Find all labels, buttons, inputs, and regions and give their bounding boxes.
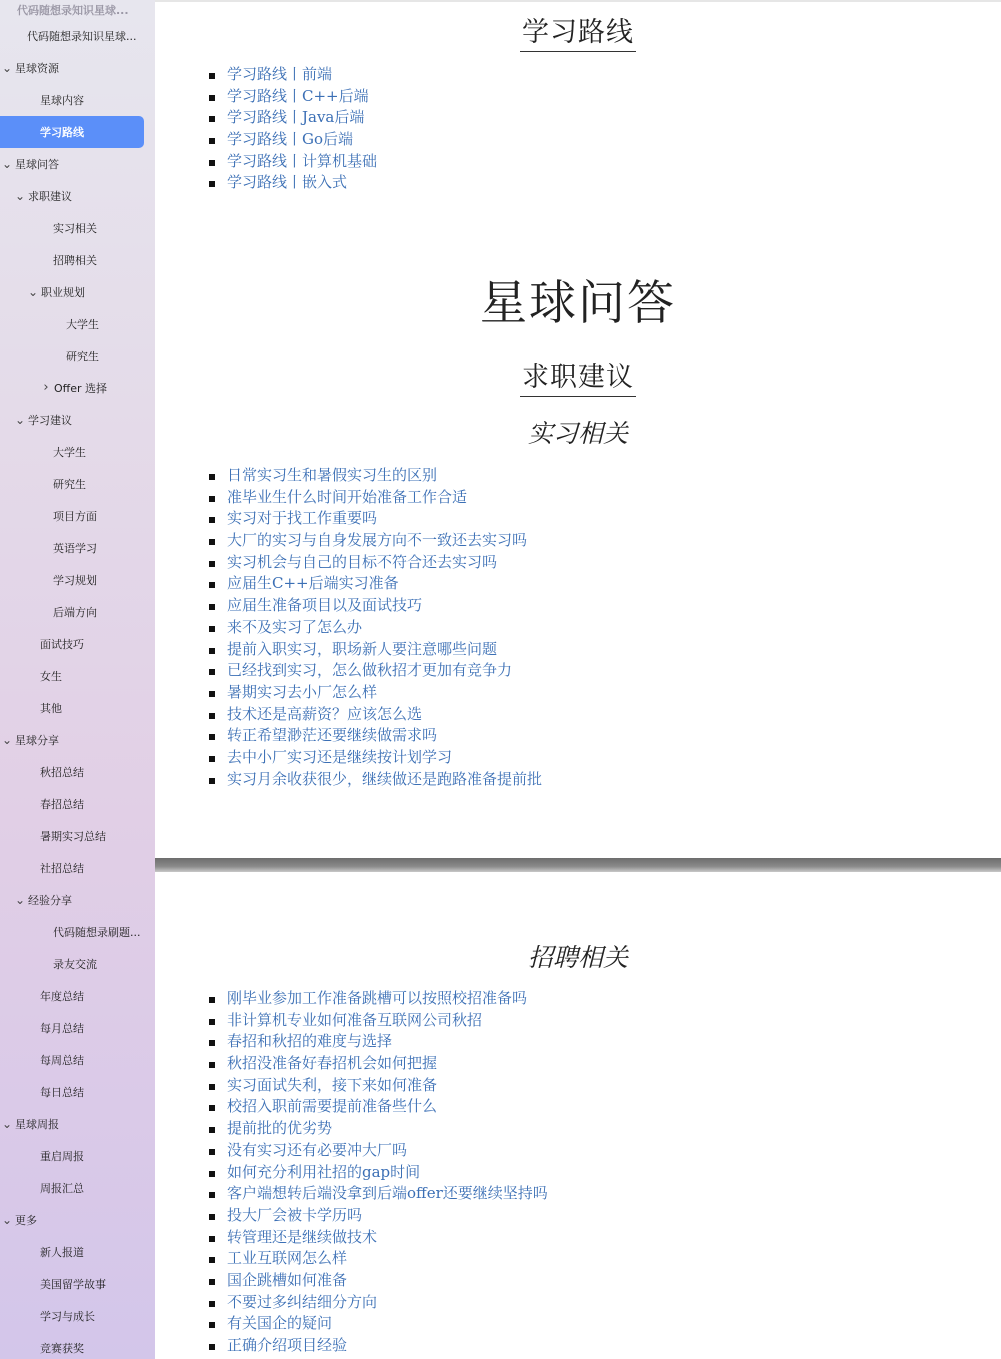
list-item [207, 530, 542, 552]
sidebar-item[interactable] [0, 340, 155, 372]
sidebar-item[interactable] [0, 1076, 155, 1108]
heading-job-advice: 求职建议 [155, 355, 1001, 397]
sidebar-item[interactable] [0, 308, 155, 340]
sidebar-item-label: 学习建议 [28, 414, 72, 427]
sidebar-item-label: 求职建议 [28, 190, 72, 203]
list-item [207, 682, 542, 704]
sidebar-item-label: 星球分享 [15, 734, 59, 747]
list-item [207, 508, 542, 530]
sidebar-item-label: 大学生 [66, 318, 99, 331]
sidebar-item[interactable] [0, 468, 155, 500]
heading-recruitment: 招聘相关 [527, 943, 628, 972]
heading-qa: 星球问答 [480, 276, 676, 331]
sidebar-item-label: 年度总结 [40, 990, 84, 1003]
route-link[interactable]: 学习路线丨Go后端 [227, 130, 354, 149]
sidebar-item[interactable] [0, 404, 155, 436]
sidebar-item-label: 更多 [15, 1214, 37, 1227]
sidebar-item-label: 星球资源 [15, 62, 59, 75]
internship-link-list [207, 465, 542, 790]
sidebar-item-label: 学习路线 [40, 126, 84, 139]
sidebar-item[interactable] [0, 1172, 155, 1204]
sidebar-item-label: 大学生 [53, 446, 86, 459]
internship-link[interactable]: 大厂的实习与自身发展方向不一致还去实习吗 [227, 531, 528, 550]
recruitment-link[interactable]: 投大厂会被卡学历吗 [227, 1205, 363, 1224]
sidebar-item[interactable] [0, 212, 155, 244]
heading-internship: 实习相关 [527, 419, 628, 448]
document-content [155, 0, 1001, 1359]
sidebar-item[interactable] [0, 852, 155, 884]
sidebar-item-label: 暑期实习总结 [40, 830, 106, 843]
sidebar-item-label: 研究生 [53, 478, 86, 491]
list-item [207, 1205, 548, 1227]
internship-link[interactable]: 去中小厂实习还是继续按计划学习 [227, 747, 453, 766]
recruitment-link[interactable]: 如何充分利用社招的gap时间 [227, 1162, 421, 1181]
sidebar-item[interactable] [0, 1332, 155, 1359]
list-item [207, 1031, 548, 1053]
list-item [207, 747, 542, 769]
sidebar-item[interactable] [0, 692, 155, 724]
list-item [207, 595, 542, 617]
sidebar [0, 0, 155, 1359]
recruitment-link[interactable]: 有关国企的疑问 [227, 1314, 333, 1333]
list-item [207, 1227, 548, 1249]
list-item [207, 1183, 548, 1205]
sidebar-item-label: 秋招总结 [40, 766, 84, 779]
sidebar-item-label: 代码随想录刷题... [53, 926, 141, 939]
sidebar-item[interactable] [0, 116, 155, 148]
list-item [207, 465, 542, 487]
sidebar-item[interactable] [0, 756, 155, 788]
recruitment-link[interactable]: 春招和秋招的难度与选择 [227, 1032, 393, 1051]
list-item [207, 1292, 548, 1314]
chevron-down-icon[interactable]: ⌄ [28, 285, 39, 299]
recruitment-link[interactable]: 刚毕业参加工作准备跳槽可以按照校招准备吗 [227, 989, 528, 1007]
sidebar-item-label: 其他 [40, 702, 62, 715]
chevron-down-icon[interactable]: ⌄ [15, 893, 26, 907]
sidebar-item[interactable] [0, 660, 155, 692]
route-link[interactable]: 学习路线丨前端 [227, 65, 333, 83]
route-link[interactable]: 学习路线丨C++后端 [227, 86, 369, 105]
sidebar-item[interactable] [0, 724, 155, 756]
list-item [207, 86, 377, 108]
sidebar-item[interactable] [0, 884, 155, 916]
list-item [207, 1270, 548, 1292]
chevron-down-icon[interactable]: ⌄ [2, 1213, 13, 1227]
chevron-down-icon[interactable]: ⌄ [15, 413, 26, 427]
sidebar-item[interactable] [0, 1300, 155, 1332]
internship-link[interactable]: 准毕业生什么时间开始准备工作合适 [227, 487, 468, 506]
chevron-down-icon[interactable]: ⌄ [2, 1117, 13, 1131]
internship-link[interactable]: 来不及实习了怎么办 [227, 617, 363, 636]
sidebar-item[interactable] [0, 1236, 155, 1268]
chevron-right-icon[interactable]: › [43, 380, 49, 395]
list-item [207, 704, 542, 726]
internship-link[interactable]: 应届生准备项目以及面试技巧 [227, 596, 423, 615]
sidebar-item[interactable] [0, 500, 155, 532]
list-item [207, 617, 542, 639]
list-item [207, 64, 377, 86]
sidebar-item[interactable] [0, 1204, 155, 1236]
route-link-list [207, 64, 377, 194]
document-page-1 [155, 0, 1001, 858]
recruitment-link[interactable]: 正确介绍项目经验 [227, 1336, 348, 1354]
recruitment-link-list [207, 988, 548, 1357]
recruitment-link[interactable]: 秋招没准备好春招机会如何把握 [227, 1054, 438, 1073]
sidebar-item[interactable] [0, 916, 155, 948]
sidebar-item-label: 经验分享 [28, 894, 72, 907]
sidebar-item[interactable] [0, 532, 155, 564]
list-item [207, 172, 377, 194]
sidebar-item-label: 每周总结 [40, 1054, 84, 1067]
recruitment-link[interactable]: 非计算机专业如何准备互联网公司秋招 [227, 1010, 483, 1029]
sidebar-item-label: 星球内容 [40, 94, 84, 107]
recruitment-link[interactable]: 工业互联网怎么样 [227, 1249, 348, 1268]
sidebar-item-label: 项目方面 [53, 510, 97, 523]
chevron-down-icon[interactable]: ⌄ [15, 189, 26, 203]
sidebar-item[interactable] [0, 596, 155, 628]
chevron-down-icon[interactable]: ⌄ [2, 157, 13, 171]
sidebar-item-label: 星球周报 [15, 1118, 59, 1131]
recruitment-link[interactable]: 提前批的优劣势 [227, 1119, 333, 1138]
list-item [207, 1313, 548, 1335]
sidebar-item-label: 竞赛获奖 [40, 1342, 84, 1355]
sidebar-item[interactable] [0, 84, 155, 116]
recruitment-link[interactable]: 客户端想转后端没拿到后端offer还要继续坚持吗 [227, 1184, 548, 1203]
sidebar-item[interactable] [0, 820, 155, 852]
sidebar-item-label: 每月总结 [40, 1022, 84, 1035]
internship-link[interactable]: 转正希望渺茫还要继续做需求吗 [227, 726, 438, 745]
sidebar-item[interactable] [0, 788, 155, 820]
recruitment-link[interactable]: 没有实习还有必要冲大厂吗 [227, 1140, 408, 1159]
internship-link[interactable]: 暑期实习去小厂怎么样 [227, 682, 378, 701]
sidebar-item[interactable] [0, 244, 155, 276]
document-page-2 [155, 872, 1001, 1359]
sidebar-item-label: 代码随想录知识星球... [27, 30, 137, 43]
internship-link[interactable]: 已经找到实习，怎么做秋招才更加有竞争力 [227, 661, 513, 680]
sidebar-item[interactable] [0, 52, 155, 84]
recruitment-link[interactable]: 实习面试失利，接下来如何准备 [227, 1075, 438, 1094]
internship-link[interactable]: 日常实习生和暑假实习生的区别 [227, 466, 438, 484]
sidebar-item[interactable] [0, 1012, 155, 1044]
sidebar-item[interactable] [0, 20, 155, 52]
route-link[interactable]: 学习路线丨Java后端 [227, 108, 365, 127]
recruitment-link[interactable]: 国企跳槽如何准备 [227, 1270, 348, 1289]
sidebar-item-label: 社招总结 [40, 862, 84, 875]
sidebar-item-label: 重启周报 [40, 1150, 84, 1163]
sidebar-item-label: 星球问答 [15, 158, 59, 171]
sidebar-item-label: 研究生 [66, 350, 99, 363]
sidebar-item-label: 英语学习 [53, 542, 97, 555]
sidebar-doc-title: 代码随想录知识星球... [17, 4, 129, 17]
list-item [207, 1248, 548, 1270]
list-item [207, 573, 542, 595]
list-item [207, 660, 542, 682]
internship-link[interactable]: 实习机会与自己的目标不符合还去实习吗 [227, 552, 498, 571]
sidebar-item-label: 学习与成长 [40, 1310, 95, 1323]
sidebar-item[interactable] [0, 436, 155, 468]
list-item [207, 725, 542, 747]
list-item [207, 1096, 548, 1118]
sidebar-item[interactable] [0, 1268, 155, 1300]
sidebar-item[interactable] [0, 980, 155, 1012]
internship-link[interactable]: 应届生C++后端实习准备 [227, 574, 399, 593]
sidebar-item[interactable] [0, 276, 155, 308]
sidebar-item-label: 女生 [40, 670, 62, 683]
sidebar-item[interactable] [0, 564, 155, 596]
chevron-down-icon[interactable]: ⌄ [2, 61, 13, 75]
sidebar-item-label: 实习相关 [53, 222, 97, 235]
list-item [207, 1053, 548, 1075]
recruitment-link[interactable]: 校招入职前需要提前准备些什么 [227, 1097, 438, 1116]
sidebar-item[interactable] [0, 1140, 155, 1172]
recruitment-link[interactable]: 转管理还是继续做技术 [227, 1227, 378, 1246]
chevron-down-icon[interactable]: ⌄ [2, 733, 13, 747]
route-link[interactable]: 学习路线丨计算机基础 [227, 151, 378, 170]
route-link[interactable]: 学习路线丨嵌入式 [227, 173, 348, 192]
list-item [207, 1075, 548, 1097]
sidebar-item-label: 美国留学故事 [40, 1278, 106, 1291]
sidebar-item-label: Offer 选择 [54, 382, 108, 395]
internship-link[interactable]: 提前入职实习，职场新人要注意哪些问题 [227, 639, 498, 658]
heading-learning-route: 学习路线 [155, 10, 1001, 52]
page-break [155, 858, 1001, 872]
list-item [207, 129, 377, 151]
list-item [207, 1140, 548, 1162]
sidebar-item[interactable] [0, 180, 155, 212]
sidebar-item-label: 春招总结 [40, 798, 84, 811]
sidebar-item[interactable] [0, 1044, 155, 1076]
internship-link[interactable]: 实习对于找工作重要吗 [227, 509, 378, 528]
sidebar-item-label: 录友交流 [53, 958, 97, 971]
sidebar-item-label: 职业规划 [41, 286, 85, 299]
sidebar-item-label: 学习规划 [53, 574, 97, 587]
internship-link[interactable]: 实习月余收获很少，继续做还是跑路准备提前批 [227, 769, 543, 788]
list-item [207, 487, 542, 509]
list-item [207, 552, 542, 574]
list-item [207, 107, 377, 129]
list-item [207, 769, 542, 791]
sidebar-item-label: 面试技巧 [40, 638, 84, 651]
list-item [207, 1118, 548, 1140]
sidebar-item[interactable] [0, 372, 155, 404]
sidebar-item[interactable] [0, 948, 155, 980]
list-item [207, 988, 548, 1010]
sidebar-item-label: 周报汇总 [40, 1182, 84, 1195]
list-item [207, 639, 542, 661]
list-item [207, 151, 377, 173]
list-item [207, 1010, 548, 1032]
sidebar-item[interactable] [0, 1108, 155, 1140]
internship-link[interactable]: 技术还是高薪资？应该怎么选 [227, 704, 423, 723]
sidebar-item-label: 招聘相关 [53, 254, 97, 267]
list-item [207, 1162, 548, 1184]
sidebar-item-label: 后端方向 [53, 606, 97, 619]
recruitment-link[interactable]: 不要过多纠结细分方向 [227, 1292, 378, 1311]
list-item [207, 1335, 548, 1357]
sidebar-item[interactable] [0, 628, 155, 660]
sidebar-item-label: 每日总结 [40, 1086, 84, 1099]
sidebar-item-label: 新人报道 [40, 1246, 84, 1259]
sidebar-item[interactable] [0, 148, 155, 180]
